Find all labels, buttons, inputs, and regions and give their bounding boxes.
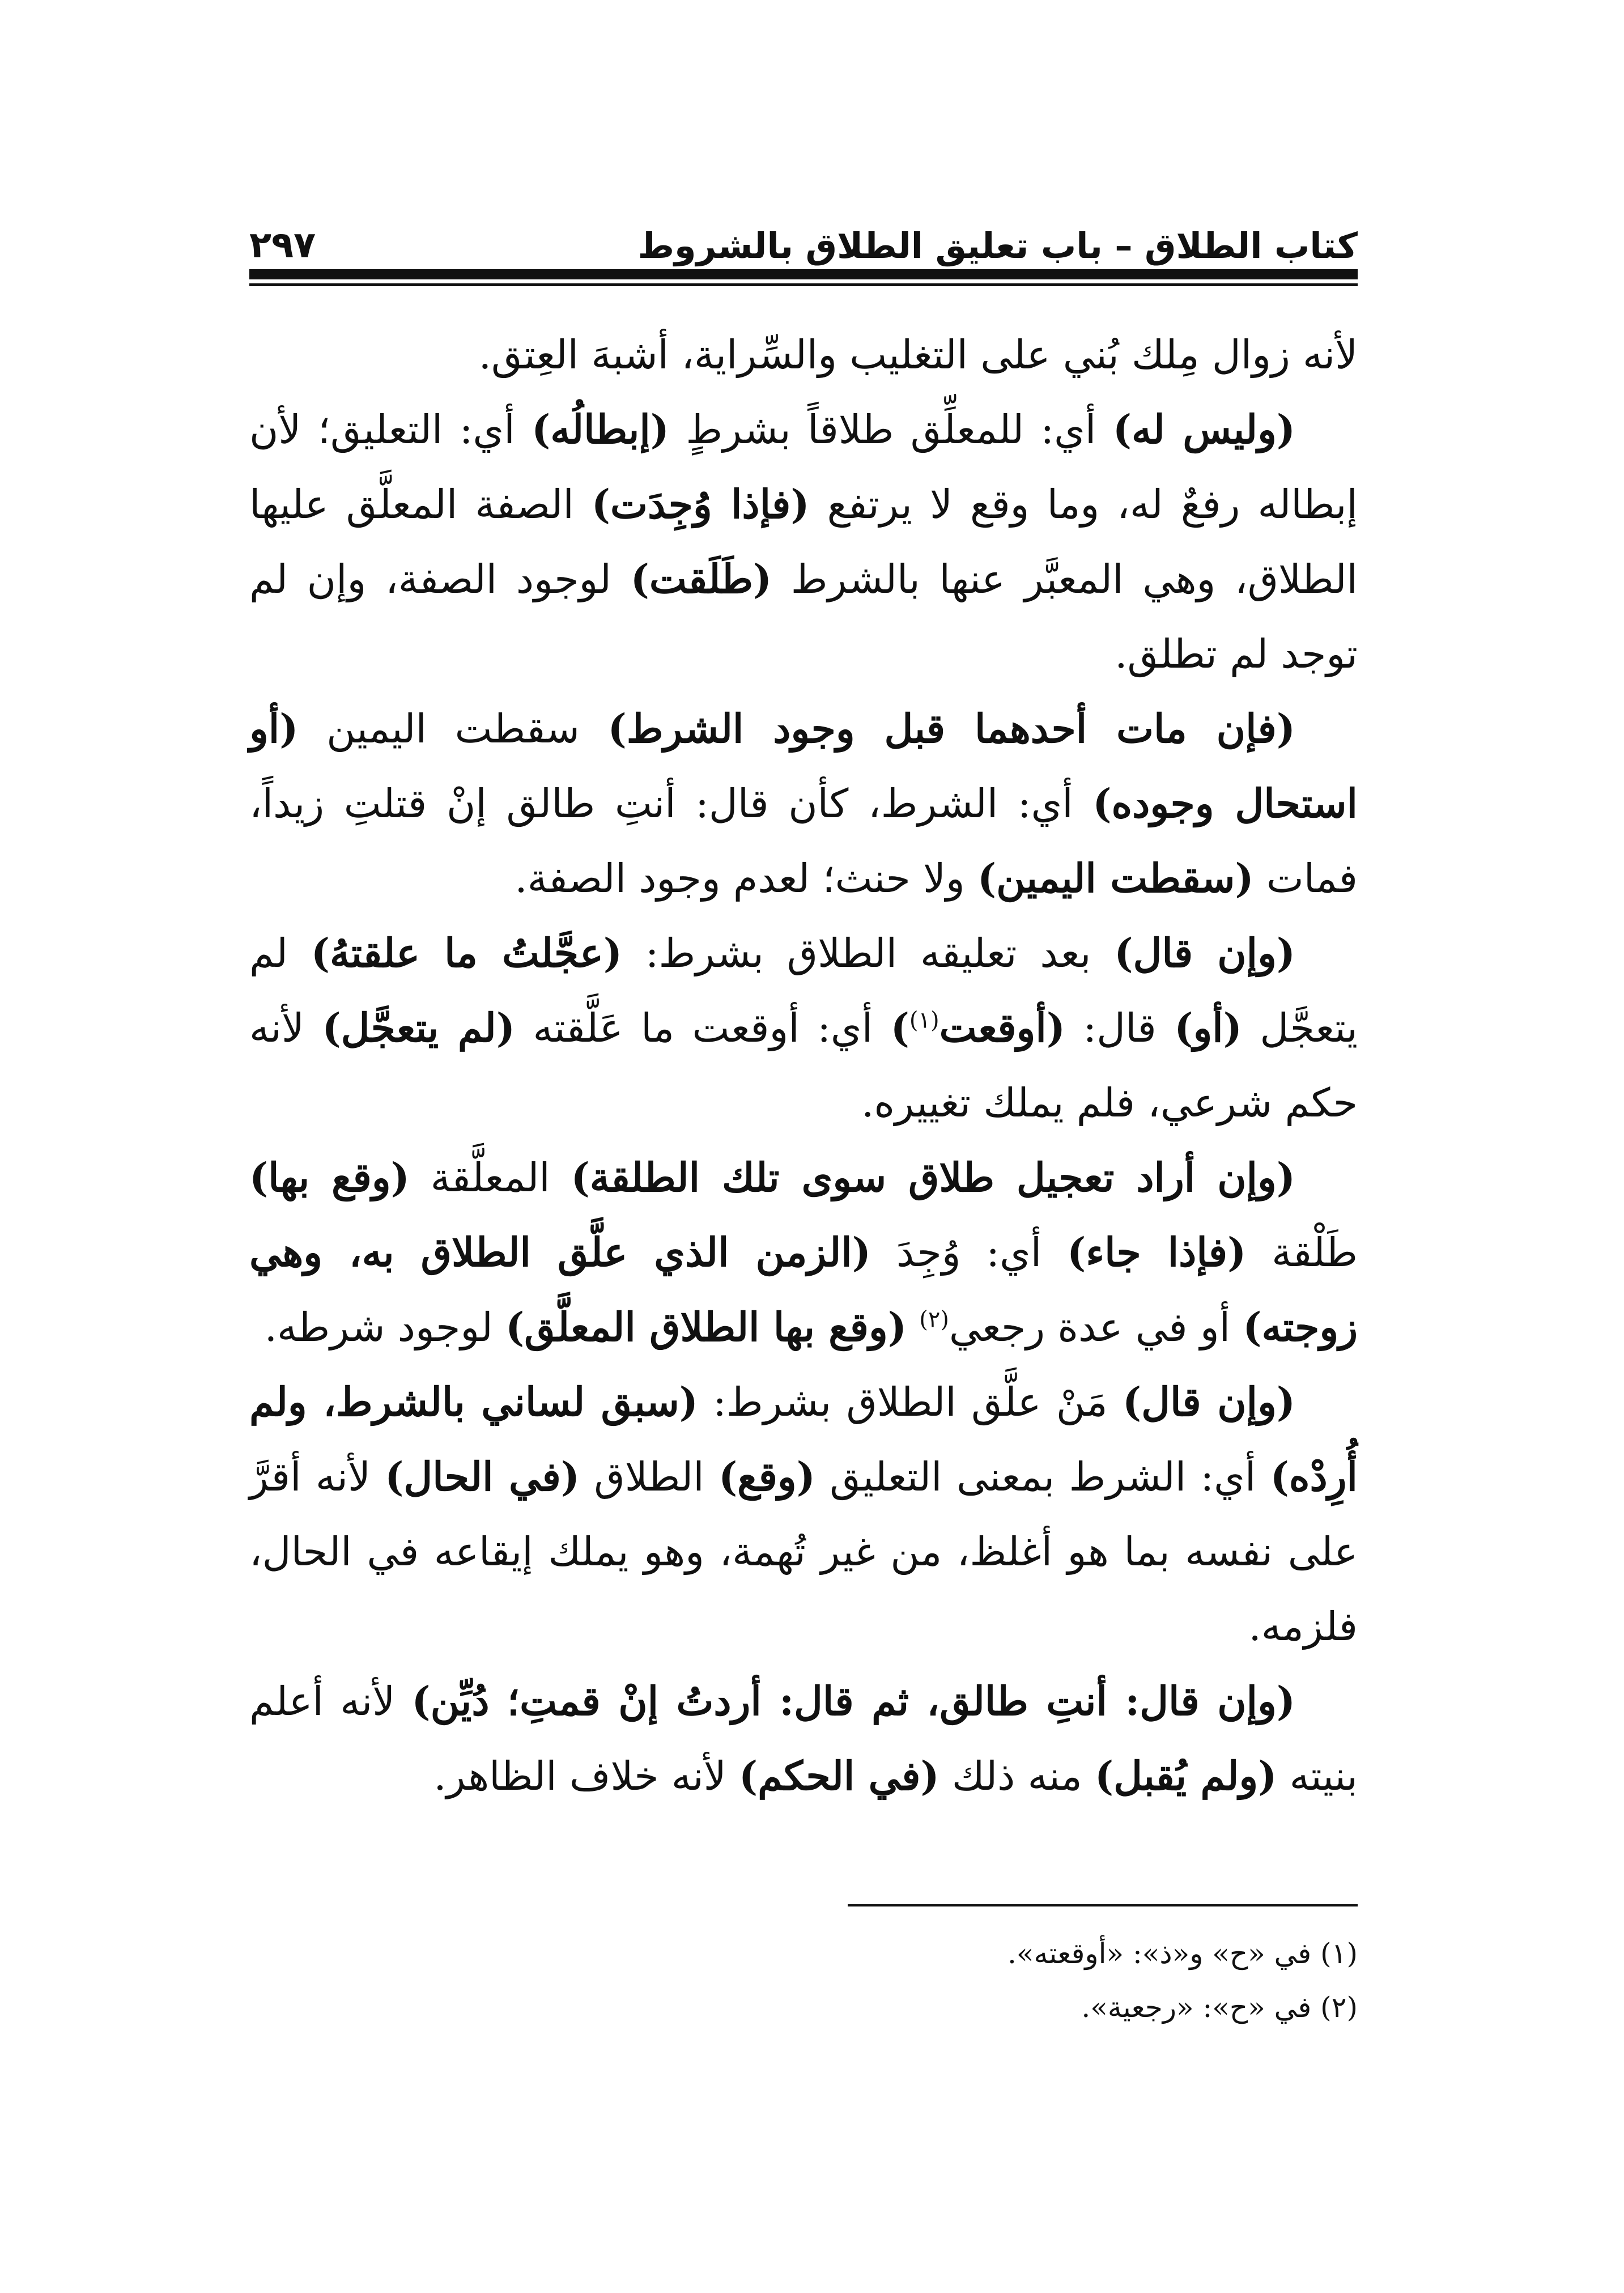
matn-text: (وإن أراد تعجيل طلاق سوى تلك الطلقة) [571, 1154, 1295, 1201]
header-rule-thick [249, 269, 1358, 279]
sharh-text: الصفة المعلَّق عليها الطلاق، وهي المعبَّر عنها بالشرط [249, 481, 1358, 602]
paragraph [249, 916, 1358, 1140]
matn-text: (الزمن الذي علَّق الطلاق به، وهي زوجته) [249, 1229, 1358, 1351]
matn-text: (طَلَقت) [630, 555, 772, 602]
running-header [249, 201, 1358, 264]
sharh-text: أي: الشرط، كأن قال: أنتِ طالق إنْ قتلتِ زيداً، فمات [249, 780, 1358, 902]
matn-text: (ولم يُقبل) [1095, 1752, 1277, 1799]
matn-text: (وقع بها الطلاق المعلَّق) [505, 1303, 907, 1351]
sharh-text: لم يتعجَّل [249, 930, 1358, 1051]
matn-text: (إبطالُه) [532, 406, 669, 453]
sharh-text: أي: أوقعت ما عَلَّقته [515, 1005, 891, 1051]
matn-text: (فإذا جاء) [1067, 1229, 1247, 1276]
sharh-text: قال: [1065, 1005, 1175, 1051]
footnotes [249, 1927, 1358, 2035]
page-number: ٢٩٧ [249, 224, 316, 266]
paragraph [249, 317, 1358, 392]
matn-text: (وقع) [719, 1453, 815, 1500]
footnote-1: (١) في «ح» و«ذ»: «أوقعته». [1007, 1937, 1358, 1970]
paragraph [249, 691, 1358, 916]
matn-text: (وإن قال) [1122, 1378, 1295, 1425]
paragraph [249, 1365, 1358, 1664]
sharh-text [907, 1304, 919, 1351]
sharh-text: لوجود شرطه. [264, 1304, 506, 1351]
sharh-text: لأنه حكم شرعي، فلم يملك تغييره. [249, 1005, 1358, 1126]
footnote-separator [848, 1904, 1358, 1906]
matn-text: (وقع بها) [249, 1154, 410, 1201]
matn-text: (لم يتعجَّل) [322, 1004, 515, 1051]
sharh-text: لأنه زوال مِلك بُني على التغليب والسِّراية، أشبهَ العِتق. [478, 332, 1358, 378]
matn-text: ) [890, 1004, 909, 1051]
paragraph [249, 392, 1358, 691]
sharh-text: أي: الشرط بمعنى التعليق [815, 1454, 1270, 1500]
matn-text: (في الحكم) [738, 1752, 939, 1799]
sharh-text: مَنْ علَّق الطلاق بشرط: [698, 1379, 1123, 1425]
sharh-text: أي: وُجِدَ [870, 1229, 1068, 1276]
matn-text: (سبق لساني بالشرط، ولم أُرِدْه) [249, 1378, 1358, 1500]
header-rule-thin [249, 283, 1358, 286]
sharh-text: لأنه أعلم بنيته [249, 1678, 1358, 1799]
matn-text: (فإذا وُجِدَت) [591, 481, 810, 528]
sharh-text: سقطت اليمين [298, 706, 608, 752]
sharh-text: لوجود الصفة، وإن لم توجد لم تطلق. [249, 556, 1358, 677]
matn-text: (سقطت اليمين) [977, 855, 1254, 902]
sharh-text: أو في عدة رجعي [949, 1304, 1243, 1351]
matn-text: (في الحال) [385, 1453, 580, 1500]
sharh-text: أي: للمعلِّق طلاقاً بشرطٍ [669, 406, 1113, 453]
sharh-text: أي: التعليق؛ لأن إبطاله رفعٌ له، وما وقع لا يرتفع [249, 406, 1358, 528]
matn-text: (وليس له) [1112, 406, 1295, 453]
matn-text: (أوقعت [939, 1004, 1065, 1051]
matn-text: (وإن قال) [1114, 929, 1296, 976]
body-text [249, 317, 1358, 1814]
sharh-text: لأنه أقرَّ على نفسه بما هو أغلظ، من غير تُهمة، وهو يملك إيقاعه في الحال، فلزمه. [249, 1454, 1358, 1650]
sharh-text: ولا حنث؛ لعدم وجود الصفة. [515, 855, 977, 902]
footnote-marker: (٢) [919, 1306, 949, 1333]
footnote-marker: (١) [909, 1007, 939, 1034]
matn-text: (عجَّلتُ ما علقتهُ) [311, 929, 622, 976]
sharh-text: الطلاق [579, 1454, 719, 1500]
paragraph [249, 1664, 1358, 1814]
sharh-text: طَلْقة [1246, 1229, 1358, 1276]
sharh-text: بعد تعليقه الطلاق بشرط: [622, 930, 1115, 976]
header-title: كتاب الطلاق – باب تعليق الطلاق بالشروط [637, 225, 1358, 266]
matn-text: (أو استحال وجوده) [249, 705, 1358, 827]
matn-text: (وإن قال: أنتِ طالق، ثم قال: أردتُ إنْ قمتِ؛ دُيِّن) [411, 1678, 1295, 1725]
sharh-text: منه ذلك [939, 1753, 1095, 1799]
footnote-2: (٢) في «ح»: «رجعية». [1081, 1991, 1358, 2024]
sharh-text: المعلَّقة [409, 1154, 571, 1201]
sharh-text: لأنه خلاف الظاهر. [433, 1753, 739, 1799]
matn-text: (فإن مات أحدهما قبل وجود الشرط) [607, 705, 1296, 752]
paragraph [249, 1140, 1358, 1365]
matn-text: (أو) [1174, 1004, 1242, 1051]
